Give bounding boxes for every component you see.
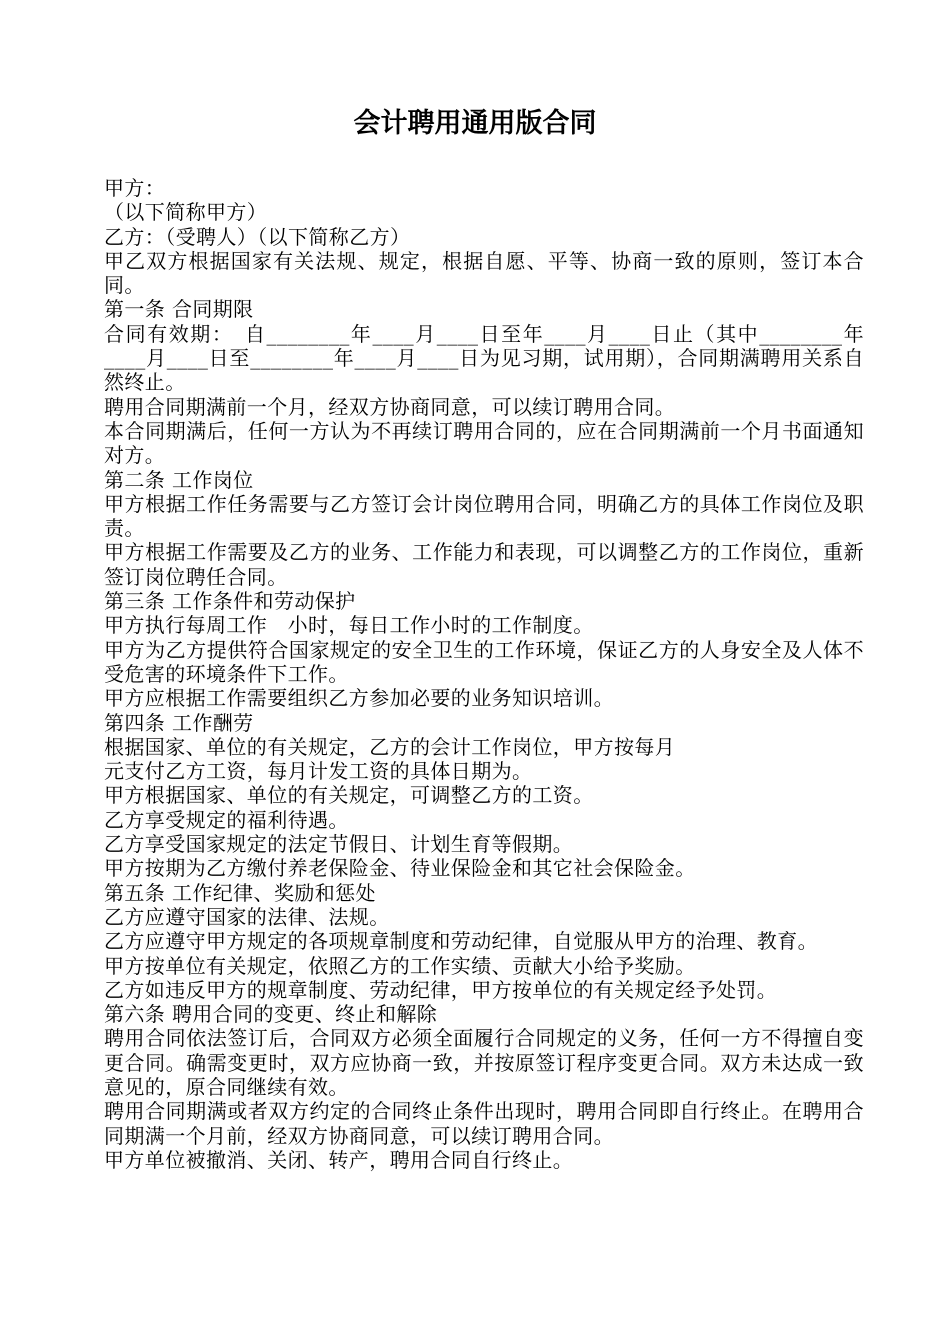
article-4-paragraph-5: 乙方享受国家规定的法定节假日、计划生育等假期。 bbox=[104, 832, 574, 857]
article-5-paragraph-4: 乙方如违反甲方的规章制度、劳动纪律，甲方按单位的有关规定经予处罚。 bbox=[104, 977, 778, 1002]
article-6-paragraph-3: 甲方单位被撤消、关闭、转产，聘用合同自行终止。 bbox=[104, 1147, 574, 1172]
article-4-heading: 第四条 工作酬劳 bbox=[104, 710, 254, 735]
party-b-line: 乙方：（受聘人）（以下简称乙方） bbox=[104, 224, 411, 249]
document-title: 会计聘用通用版合同 bbox=[353, 108, 597, 139]
party-a-line: 甲方： bbox=[104, 176, 166, 200]
article-4-paragraph-4: 乙方享受规定的福利待遇。 bbox=[104, 807, 349, 832]
article-2-paragraph-2: 甲方根据工作需要及乙方的业务、工作能力和表现，可以调整乙方的工作岗位，重新签订岗位聘任合同。 bbox=[104, 540, 864, 589]
article-3-paragraph-2: 甲方为乙方提供符合国家规定的安全卫生的工作环境，保证乙方的人身安全及人体不受危害的环境条件下工作。 bbox=[104, 637, 864, 686]
article-5-paragraph-3: 甲方按单位有关规定，依照乙方的工作实绩、贡献大小给予奖励。 bbox=[104, 953, 696, 978]
article-2-paragraph-1: 甲方根据工作任务需要与乙方签订会计岗位聘用合同，明确乙方的具体工作岗位及职责。 bbox=[104, 491, 864, 541]
article-3-heading: 第三条 工作条件和劳动保护 bbox=[104, 589, 356, 614]
document-body bbox=[104, 176, 864, 1172]
article-3-paragraph-3: 甲方应根据工作需要组织乙方参加必要的业务知识培训。 bbox=[104, 686, 614, 711]
article-4-paragraph-3: 甲方根据国家、单位的有关规定，可调整乙方的工资。 bbox=[104, 783, 594, 808]
article-5-heading: 第五条 工作纪律、奖励和惩处 bbox=[104, 880, 376, 905]
article-3-paragraph-1: 甲方执行每周工作 小时，每日工作小时的工作制度。 bbox=[104, 613, 594, 638]
article-1-notice-paragraph: 本合同期满后，任何一方认为不再续订聘用合同的，应在合同期满前一个月书面通知对方。 bbox=[104, 418, 864, 468]
article-1-renewal-paragraph: 聘用合同期满前一个月，经双方协商同意，可以续订聘用合同。 bbox=[104, 394, 676, 419]
party-a-abbrev: （以下简称甲方） bbox=[104, 200, 268, 225]
article-6-paragraph-1: 聘用合同依法签订后，合同双方必须全面履行合同规定的义务，任何一方不得擅自变更合同。确需变更时，双方应协商一致，并按原签订程序变更合同。双方未达成一致意见的，原合同继续有效。 bbox=[104, 1026, 864, 1099]
preamble-paragraph: 甲乙双方根据国家有关法规、规定，根据自愿、平等、协商一致的原则，签订本合同。 bbox=[104, 248, 864, 298]
article-4-paragraph-6: 甲方按期为乙方缴付养老保险金、待业保险金和其它社会保险金。 bbox=[104, 856, 696, 881]
article-4-paragraph-2: 元支付乙方工资，每月计发工资的具体日期为。 bbox=[104, 759, 533, 784]
article-6-paragraph-2: 聘用合同期满或者双方约定的合同终止条件出现时，聘用合同即自行终止。在聘用合同期满一个月前，经双方协商同意，可以续订聘用合同。 bbox=[104, 1099, 864, 1148]
article-4-paragraph-1: 根据国家、单位的有关规定，乙方的会计工作岗位，甲方按每月 bbox=[104, 734, 676, 759]
article-6-heading: 第六条 聘用合同的变更、终止和解除 bbox=[104, 1002, 438, 1027]
article-1-term-paragraph: 合同有效期： 自________年____月____日至年____月____日止（其中________年____月____日至________年____月____日为见习期，试用期），合同期满聘用关系自然终止。 bbox=[104, 321, 864, 395]
article-5-paragraph-2: 乙方应遵守甲方规定的各项规章制度和劳动纪律，自觉服从甲方的治理、教育。 bbox=[104, 929, 818, 954]
article-1-heading: 第一条 合同期限 bbox=[104, 297, 254, 322]
article-2-heading: 第二条 工作岗位 bbox=[104, 467, 254, 492]
article-5-paragraph-1: 乙方应遵守国家的法律、法规。 bbox=[104, 904, 390, 929]
